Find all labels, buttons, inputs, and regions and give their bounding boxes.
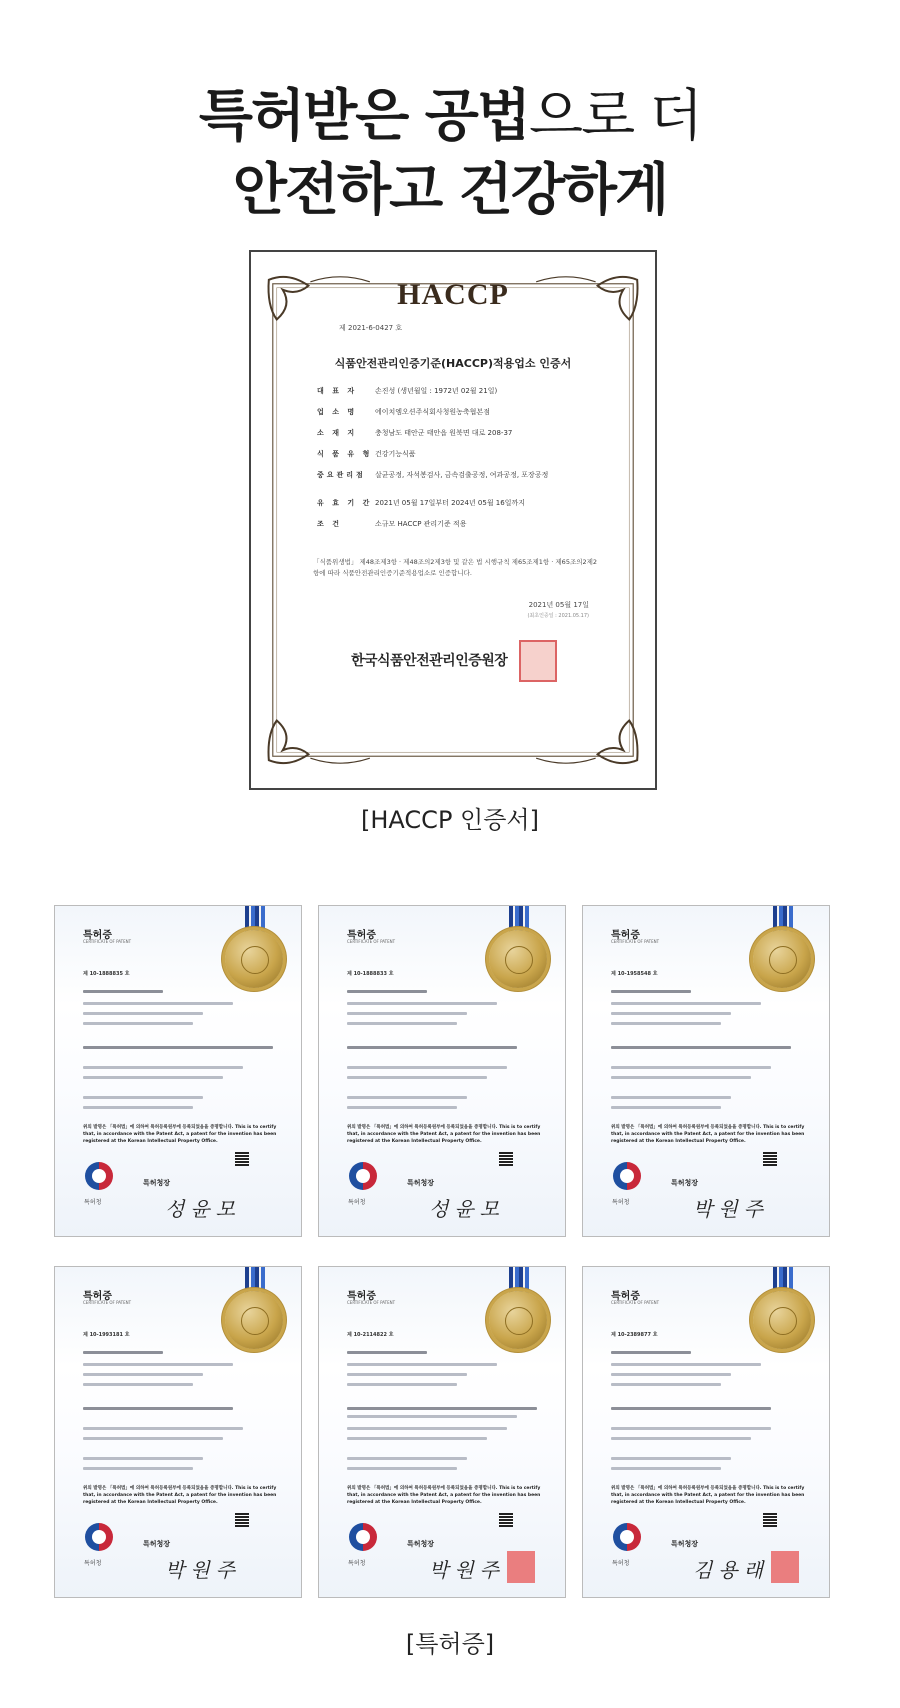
cert-row-key: 업 소 명 [317, 408, 358, 416]
text-line-placeholder [347, 990, 427, 993]
cert-row [317, 519, 607, 529]
headline-bold-2: 공법 [424, 84, 529, 149]
text-line-placeholder [347, 1076, 487, 1079]
patent-number: 제 10-1958548 호 [611, 971, 658, 977]
red-seal-stamp [771, 1551, 799, 1583]
qr-code-icon [499, 1513, 513, 1527]
text-line-placeholder [611, 1022, 721, 1025]
cert-row [317, 470, 607, 480]
cert-row [317, 449, 607, 459]
text-line-placeholder [347, 1457, 467, 1460]
text-line-placeholder [611, 1383, 721, 1386]
text-line-placeholder [83, 1066, 243, 1069]
patent-declaration: 위의 발명은 「특허법」에 의하여 특허등록원부에 등록되었음을 증명합니다. This is to certify that, in accordance with the Patent Act, a patent for the invention has been registered at the Korean Intellectual Property Office. [347, 1486, 541, 1505]
issue-date: 2021년 05월 17일 [528, 601, 589, 609]
commissioner-signature: 성윤모 [165, 1197, 241, 1221]
text-line-placeholder [83, 990, 163, 993]
patent-title: 특허증 [347, 930, 376, 941]
patent-subtitle: CERTIFICATE OF PATENT [611, 939, 660, 944]
official-seal-stamp [519, 640, 557, 682]
taegeuk-emblem-icon [613, 1162, 641, 1190]
headline-line-2: 안전하고 건강하게 [232, 158, 668, 223]
patent-declaration: 위의 발명은 「특허법」에 의하여 특허등록원부에 등록되었음을 증명합니다. This is to certify that, in accordance with the Patent Act, a patent for the invention has been registered at the Korean Intellectual Property Office. [83, 1125, 277, 1144]
text-line-placeholder [83, 1022, 193, 1025]
patent-certificate [318, 1266, 566, 1598]
patent-subtitle: CERTIFICATE OF PATENT [83, 1300, 132, 1305]
headline-regular: 으로 더 [529, 84, 702, 149]
text-line-placeholder [347, 1096, 467, 1099]
text-line-placeholder [611, 1106, 721, 1109]
headline-line-1 [0, 72, 900, 152]
patent-declaration: 위의 발명은 「특허법」에 의하여 특허등록원부에 등록되었음을 증명합니다. This is to certify that, in accordance with the Patent Act, a patent for the invention has been registered at the Korean Intellectual Property Office. [347, 1125, 541, 1144]
text-line-placeholder [611, 1002, 761, 1005]
text-line-placeholder [83, 1407, 233, 1410]
commissioner-signature: 박원주 [693, 1197, 769, 1221]
text-line-placeholder [83, 1351, 163, 1354]
patent-subtitle: CERTIFICATE OF PATENT [83, 939, 132, 944]
qr-code-icon [235, 1513, 249, 1527]
text-line-placeholder [611, 1427, 771, 1430]
commissioner-signature: 박원주 [165, 1558, 241, 1582]
patent-certificate [54, 1266, 302, 1598]
haccp-certificate [249, 250, 657, 790]
text-line-placeholder [611, 1407, 771, 1410]
haccp-logo-text: HACCP [397, 278, 509, 311]
text-line-placeholder [83, 1012, 203, 1015]
cert-row [317, 498, 607, 508]
text-line-placeholder [611, 1437, 751, 1440]
patent-subtitle: CERTIFICATE OF PATENT [347, 1300, 396, 1305]
text-line-placeholder [611, 1046, 791, 1049]
haccp-caption: [HACCP 인증서] [361, 806, 539, 834]
patent-certificate [582, 905, 830, 1237]
cert-row-value: 충청남도 태안군 태안읍 원북면 대로 208-37 [375, 429, 513, 437]
text-line-placeholder [347, 1002, 497, 1005]
text-line-placeholder [611, 1351, 691, 1354]
patent-title: 특허증 [611, 1291, 640, 1302]
commissioner-title: 특허청장 [407, 1179, 435, 1187]
qr-code-icon [499, 1152, 513, 1166]
cert-row-value: 손진성 (생년월일 : 1972년 02월 21일) [375, 387, 498, 395]
patent-title: 특허증 [611, 930, 640, 941]
text-line-placeholder [611, 1467, 721, 1470]
patent-title: 특허증 [347, 1291, 376, 1302]
text-line-placeholder [611, 1457, 731, 1460]
first-cert-date: (최초인증일 : 2021.05.17) [527, 613, 589, 619]
text-line-placeholder [611, 1363, 761, 1366]
agency-name: 특허청 [84, 1560, 102, 1567]
patent-subtitle: CERTIFICATE OF PATENT [611, 1300, 660, 1305]
patent-subtitle: CERTIFICATE OF PATENT [347, 939, 396, 944]
gold-seal-icon [225, 930, 283, 988]
agency-name: 특허청 [348, 1560, 366, 1567]
cert-row-key: 소 재 지 [317, 429, 358, 437]
text-line-placeholder [83, 1002, 233, 1005]
text-line-placeholder [347, 1351, 427, 1354]
cert-row [317, 428, 607, 438]
text-line-placeholder [83, 1437, 223, 1440]
red-seal-stamp [507, 1551, 535, 1583]
text-line-placeholder [83, 1457, 203, 1460]
commissioner-title: 특허청장 [671, 1540, 699, 1548]
text-line-placeholder [611, 1076, 751, 1079]
patent-caption: [특허증] [405, 1630, 495, 1658]
cert-row [317, 386, 607, 396]
agency-name: 특허청 [348, 1199, 366, 1206]
cert-row-key: 식 품 유 형 [317, 450, 373, 458]
issuer-name: 한국식품안전관리인증원장 [351, 653, 508, 669]
text-line-placeholder [347, 1437, 487, 1440]
text-line-placeholder [347, 1415, 517, 1418]
cert-row-value: 2021년 05월 17일부터 2024년 05월 16일까지 [375, 499, 526, 507]
commissioner-signature: 김용래 [693, 1558, 769, 1582]
cert-row-key: 유 효 기 간 [317, 499, 373, 507]
text-line-placeholder [347, 1363, 497, 1366]
patent-title: 특허증 [83, 930, 112, 941]
patent-declaration: 위의 발명은 「특허법」에 의하여 특허등록원부에 등록되었음을 증명합니다. This is to certify that, in accordance with the Patent Act, a patent for the invention has been registered at the Korean Intellectual Property Office. [611, 1125, 805, 1144]
patent-number: 제 10-1888833 호 [347, 971, 394, 977]
text-line-placeholder [611, 1373, 731, 1376]
headline-bold-1: 특허받은 [198, 84, 425, 149]
cert-row-value: 살균공정, 자석봉검사, 금속검출공정, 여과공정, 포장공정 [375, 471, 549, 479]
gold-seal-icon [225, 1291, 283, 1349]
gold-seal-icon [753, 930, 811, 988]
commissioner-signature: 박원주 [429, 1558, 505, 1582]
patent-title: 특허증 [83, 1291, 112, 1302]
text-line-placeholder [347, 1407, 537, 1410]
qr-code-icon [763, 1152, 777, 1166]
text-line-placeholder [347, 1066, 507, 1069]
text-line-placeholder [347, 1373, 467, 1376]
cert-row-key: 대 표 자 [317, 387, 358, 395]
patent-certificate [54, 905, 302, 1237]
commissioner-title: 특허청장 [407, 1540, 435, 1548]
cert-row [317, 407, 607, 417]
agency-name: 특허청 [84, 1199, 102, 1206]
patent-certificate [582, 1266, 830, 1598]
gold-seal-icon [753, 1291, 811, 1349]
patent-number: 제 10-2114822 호 [347, 1332, 394, 1338]
patent-number: 제 10-1888835 호 [83, 971, 130, 977]
commissioner-signature: 성윤모 [429, 1197, 505, 1221]
text-line-placeholder [347, 1467, 457, 1470]
agency-name: 특허청 [612, 1560, 630, 1567]
text-line-placeholder [347, 1383, 457, 1386]
cert-row-key: 중요관리점 [317, 471, 366, 479]
text-line-placeholder [83, 1046, 273, 1049]
cert-row-value: 건강기능식품 [375, 450, 416, 458]
text-line-placeholder [347, 1022, 457, 1025]
taegeuk-emblem-icon [349, 1523, 377, 1551]
cert-row-value: 소규모 HACCP 관리기준 적용 [375, 520, 467, 528]
taegeuk-emblem-icon [85, 1523, 113, 1551]
text-line-placeholder [83, 1363, 233, 1366]
taegeuk-emblem-icon [85, 1162, 113, 1190]
qr-code-icon [763, 1513, 777, 1527]
patent-declaration: 위의 발명은 「특허법」에 의하여 특허등록원부에 등록되었음을 증명합니다. This is to certify that, in accordance with the Patent Act, a patent for the invention has been registered at the Korean Intellectual Property Office. [611, 1486, 805, 1505]
text-line-placeholder [611, 1096, 731, 1099]
gold-seal-icon [489, 930, 547, 988]
text-line-placeholder [347, 1012, 467, 1015]
commissioner-title: 특허청장 [671, 1179, 699, 1187]
text-line-placeholder [83, 1427, 243, 1430]
text-line-placeholder [83, 1076, 223, 1079]
text-line-placeholder [611, 990, 691, 993]
certificate-heading: 식품안전관리인증기준(HACCP)적용업소 인증서 [334, 357, 572, 370]
patent-number: 제 10-1993181 호 [83, 1332, 130, 1338]
taegeuk-emblem-icon [349, 1162, 377, 1190]
certificate-number: 제 2021-6-0427 호 [339, 324, 403, 332]
agency-name: 특허청 [612, 1199, 630, 1206]
certificate-legal-note: 「식품위생법」 제48조제3항 · 제48조의2제3항 및 같은 법 시행규칙 제65조제1항 · 제65조의2제2항에 따라 식품안전관리인증기준적용업소로 인증합니다. [313, 558, 598, 577]
text-line-placeholder [347, 1046, 517, 1049]
text-line-placeholder [83, 1383, 193, 1386]
patent-certificate [318, 905, 566, 1237]
text-line-placeholder [611, 1012, 731, 1015]
text-line-placeholder [83, 1373, 203, 1376]
text-line-placeholder [611, 1066, 771, 1069]
text-line-placeholder [347, 1106, 457, 1109]
commissioner-title: 특허청장 [143, 1179, 171, 1187]
patent-declaration: 위의 발명은 「특허법」에 의하여 특허등록원부에 등록되었음을 증명합니다. This is to certify that, in accordance with the Patent Act, a patent for the invention has been registered at the Korean Intellectual Property Office. [83, 1486, 277, 1505]
text-line-placeholder [83, 1096, 203, 1099]
patent-number: 제 10-2389877 호 [611, 1332, 658, 1338]
gold-seal-icon [489, 1291, 547, 1349]
commissioner-title: 특허청장 [143, 1540, 171, 1548]
qr-code-icon [235, 1152, 249, 1166]
cert-row-value: 에이치엠오션주식회사청원농축협본점 [375, 408, 490, 416]
taegeuk-emblem-icon [613, 1523, 641, 1551]
cert-row-key: 조 건 [317, 520, 342, 528]
text-line-placeholder [83, 1106, 193, 1109]
text-line-placeholder [83, 1467, 193, 1470]
text-line-placeholder [347, 1427, 507, 1430]
